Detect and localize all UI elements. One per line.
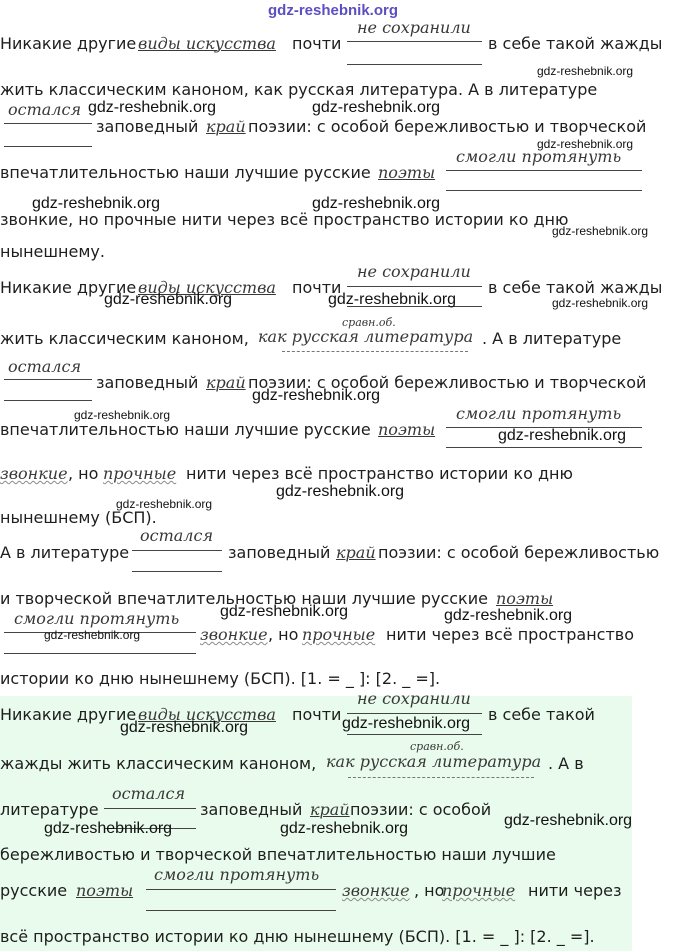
watermark: gdz-reshebnik.org bbox=[552, 296, 649, 310]
predicate-text: смогли протянуть bbox=[154, 865, 320, 884]
watermark: gdz-reshebnik.org bbox=[116, 497, 213, 511]
text: впечатлительностью наши лучшие русские bbox=[0, 420, 371, 439]
text: почти bbox=[292, 278, 342, 297]
adjective-text: прочные bbox=[442, 881, 516, 900]
watermark: gdz-reshebnik.org bbox=[220, 603, 349, 620]
watermark: gdz-reshebnik.org bbox=[537, 64, 634, 78]
predicate-text: не сохранили bbox=[357, 262, 471, 281]
adjective-text: звонкие bbox=[200, 625, 268, 644]
watermark: gdz-reshebnik.org bbox=[120, 719, 249, 736]
text: жить классическим каноном, как русская литература. А в литературе bbox=[0, 80, 598, 99]
text: почти bbox=[292, 705, 342, 724]
watermark: gdz-reshebnik.org bbox=[276, 483, 405, 500]
text: . А в bbox=[548, 754, 584, 773]
text: заповедный bbox=[200, 800, 303, 819]
watermark: gdz-reshebnik.org bbox=[32, 195, 161, 212]
watermark: gdz-reshebnik.org bbox=[104, 291, 233, 308]
subject-text: край bbox=[310, 800, 350, 819]
adjective-text: звонкие bbox=[342, 881, 410, 900]
text: звонкие, но прочные нити через всё пространство истории ко дню bbox=[0, 210, 569, 229]
subject-text: виды искусства bbox=[138, 705, 276, 724]
watermark: gdz-reshebnik.org bbox=[44, 628, 141, 642]
text: нити через всё пространство bbox=[386, 625, 634, 644]
text: в себе такой жажды bbox=[488, 34, 663, 53]
watermark: gdz-reshebnik.org bbox=[498, 427, 627, 444]
text: в себе такой bbox=[488, 705, 595, 724]
watermark: gdz-reshebnik.org bbox=[74, 408, 171, 422]
watermark: gdz-reshebnik.org bbox=[444, 607, 573, 624]
watermark: gdz-reshebnik.org bbox=[280, 820, 409, 837]
watermark: gdz-reshebnik.org bbox=[504, 812, 633, 829]
comparative-phrase: как русская литература bbox=[258, 327, 474, 346]
watermark: gdz-reshebnik.org bbox=[552, 224, 649, 238]
predicate-text: остался bbox=[8, 357, 82, 376]
subject-text: виды искусства bbox=[138, 278, 276, 297]
adjective-text: прочные bbox=[103, 464, 177, 483]
text: , но bbox=[414, 881, 445, 900]
subject-text: край bbox=[336, 543, 376, 562]
watermark: gdz-reshebnik.org bbox=[312, 195, 441, 212]
comparative-phrase: как русская литература bbox=[326, 752, 542, 771]
watermark: gdz-reshebnik.org bbox=[537, 137, 634, 151]
comparative-label: сравн.об. bbox=[410, 740, 464, 753]
text: . А в литературе bbox=[482, 329, 622, 348]
subject-text: край bbox=[206, 373, 246, 392]
text: заповедный bbox=[228, 543, 331, 562]
text: , но bbox=[268, 625, 299, 644]
adjective-text: прочные bbox=[302, 625, 376, 644]
text: Никакие другие bbox=[0, 705, 137, 724]
watermark: gdz-reshebnik.org bbox=[312, 99, 441, 116]
subject-text: виды искусства bbox=[138, 34, 276, 53]
predicate-text: смогли протянуть bbox=[456, 147, 622, 166]
watermark: gdz-reshebnik.org bbox=[268, 2, 399, 19]
subject-text: поэты bbox=[496, 589, 554, 608]
watermark: gdz-reshebnik.org bbox=[328, 291, 457, 308]
adjective-text: звонкие bbox=[0, 464, 68, 483]
text: бережливостью и творческой впечатлительностью наши лучшие bbox=[0, 845, 556, 864]
predicate-text: остался bbox=[8, 100, 82, 119]
watermark: gdz-reshebnik.org bbox=[44, 820, 173, 837]
text: А в литературе bbox=[0, 543, 130, 562]
subject-text: поэты bbox=[378, 163, 436, 182]
text: поэзии: с особой бережливостью и творческой bbox=[248, 117, 647, 136]
text: заповедный bbox=[96, 373, 199, 392]
text: Никакие другие bbox=[0, 34, 137, 53]
text: поэзии: с особой bbox=[350, 800, 492, 819]
text: заповедный bbox=[96, 117, 199, 136]
text: поэзии: с особой бережливостью и творческой bbox=[248, 373, 647, 392]
text: поэзии: с особой бережливостью bbox=[378, 543, 660, 562]
text: и творческой впечатлительностью наши лучшие русские bbox=[0, 589, 488, 608]
text: нынешнему. bbox=[0, 242, 105, 261]
text: истории ко дню нынешнему (БСП). [1. = _ ]: [2. _ =]. bbox=[0, 669, 441, 688]
subject-text: поэты bbox=[76, 881, 134, 900]
subject-text: край bbox=[206, 117, 246, 136]
predicate-text: не сохранили bbox=[357, 689, 471, 708]
text: жажды жить классическим каноном, bbox=[0, 754, 317, 773]
watermark: gdz-reshebnik.org bbox=[88, 99, 217, 116]
text: литературе bbox=[0, 800, 99, 819]
predicate-text: смогли протянуть bbox=[14, 609, 180, 628]
comparative-label: сравн.об. bbox=[342, 316, 396, 329]
text: нынешнему (БСП). bbox=[0, 508, 157, 527]
predicate-text: остался bbox=[140, 526, 214, 545]
text: , но bbox=[68, 464, 99, 483]
text: нити через bbox=[528, 881, 622, 900]
predicate-text: не сохранили bbox=[357, 18, 471, 37]
predicate-text: смогли протянуть bbox=[456, 404, 622, 423]
text: нити через всё пространство истории ко дню bbox=[186, 464, 573, 483]
text: русские bbox=[0, 881, 68, 900]
predicate-text: остался bbox=[112, 784, 186, 803]
text: жить классическим каноном, bbox=[0, 329, 249, 348]
text: в себе такой жажды bbox=[488, 278, 663, 297]
watermark: gdz-reshebnik.org bbox=[252, 387, 381, 404]
text: почти bbox=[292, 34, 342, 53]
watermark: gdz-reshebnik.org bbox=[342, 715, 471, 732]
subject-text: поэты bbox=[378, 420, 436, 439]
text: Никакие другие bbox=[0, 278, 137, 297]
text: впечатлительностью наши лучшие русские bbox=[0, 163, 371, 182]
text: всё пространство истории ко дню нынешнему (БСП). [1. = _ ]: [2. _ =]. bbox=[0, 927, 595, 946]
